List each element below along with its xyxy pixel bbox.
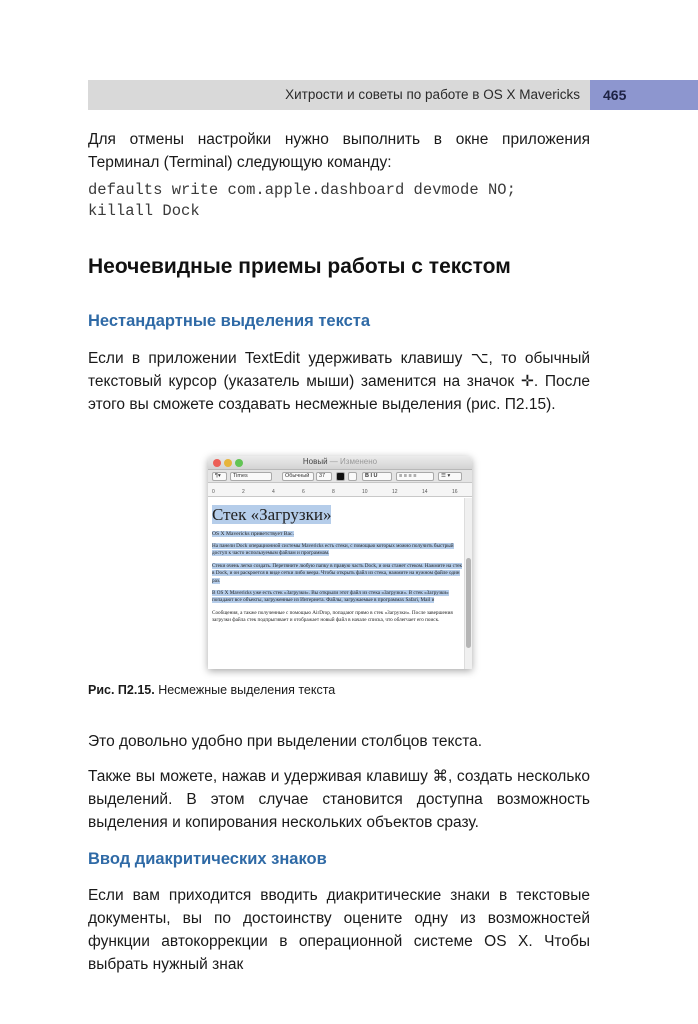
doc-subtitle <box>212 531 464 538</box>
running-header <box>88 80 698 110</box>
doc-paragraph <box>212 590 464 605</box>
code-line-1: defaults write com.apple.dashboard devmode NO; <box>88 181 516 199</box>
font-family-select: Times <box>230 472 272 481</box>
paragraph-textedit: Если в приложении TextEdit удерживать клавишу ⌥, то обычный текстовый курсор (указатель мыши) заменится на значок ✛. После этого вы сможете создавать несмежные выделения (рис. П2.15). <box>88 350 590 413</box>
ruler-number: 0 <box>212 489 215 495</box>
paragraph-terminal-instruction: Для отмены настройки нужно выполнить в окне приложения Терминал (Terminal) следующую команду: <box>88 131 590 171</box>
code-line-2: killall Dock <box>88 202 200 220</box>
paragraph-style-icon: ¶▾ <box>212 472 227 481</box>
scrollbar <box>464 498 472 669</box>
ruler-number: 6 <box>302 489 305 495</box>
ruler-number: 16 <box>452 489 458 495</box>
doc-paragraph <box>212 543 464 558</box>
doc-paragraph: Сообщения, а также полученные с помощью AirDrop, попадают прямо в стек «Загрузки». После завершения загрузки файла стек подпрыгивает и отображает новый файл в начале списка, что облегчает его поиск. <box>212 609 453 624</box>
font-size-select: 37 <box>316 472 332 481</box>
ruler-number: 2 <box>242 489 245 495</box>
bold-italic-underline-icons: B I U <box>362 472 392 481</box>
ruler-number: 12 <box>392 489 398 495</box>
font-style-select: Обычный <box>282 472 314 481</box>
paragraph-diacritics: Если вам приходится вводить диакритические знаки в текстовые документы, вы по достоинству оцените одну из возможностей функции автокоррекции в операционной системе OS X. Чтобы выбрать нужный знак <box>88 887 590 973</box>
paragraph-command-key: Также вы можете, нажав и удерживая клавишу ⌘, создать несколько выделений. В этом случае становится доступна возможность выделения и копирования нескольких объектов сразу. <box>88 768 590 831</box>
ruler-number: 10 <box>362 489 368 495</box>
paragraph-columns: Это довольно удобно при выделении столбцов текста. <box>88 733 483 750</box>
window-title <box>208 457 472 466</box>
ruler-number: 14 <box>422 489 428 495</box>
doc-title <box>212 504 464 526</box>
doc-subtitle-text: OS X Mavericks приветствует Вас. <box>212 531 294 537</box>
page-number: 465 <box>590 80 698 110</box>
doc-paragraph-text: На панели Dock операционной системы Mavericks есть стеки, с помощью которых можно получить быстрый доступ к часто используемым файлам и программам. <box>212 543 454 557</box>
scrollbar-thumb <box>466 558 471 648</box>
doc-title-text: Стек «Загрузки» <box>212 505 332 524</box>
caption-text: Несмежные выделения текста <box>154 683 336 697</box>
figure-textedit-screenshot <box>208 456 472 669</box>
ruler-number: 8 <box>332 489 335 495</box>
figure-caption <box>88 683 335 697</box>
background-color-swatch <box>348 472 357 481</box>
doc-paragraph-text: Стеки очень легко создать. Перетяните любую папку в правую часть Dock, и она станет стеком. Нажмите на стек в Dock, и он раскроется в виде сетки либо веера. Чтобы открыть файл из стека, нажмите на нужном файле один раз. <box>212 562 463 584</box>
window-title-name: Новый <box>302 457 328 466</box>
caption-label: Рис. П2.15. <box>88 683 155 697</box>
line-spacing-icon: ☰ ▾ <box>438 472 462 481</box>
window-title-suffix: — Изменено <box>327 457 378 466</box>
section-heading: Неочевидные приемы работы с текстом <box>88 255 511 278</box>
ruler <box>208 483 472 497</box>
subsection-heading-selection: Нестандартные выделения текста <box>88 312 371 330</box>
doc-paragraph-text: В OS X Mavericks уже есть стек «Загрузки». Вы открыли этот файл из стека «Загрузки». В стек «Загрузки» попадают все объекты, загруженные из Интернета. Файлы, загружаемые в программах Safari, Mail и <box>212 590 449 604</box>
ruler-number: 4 <box>272 489 275 495</box>
format-toolbar <box>208 470 472 483</box>
text-color-swatch <box>336 472 345 481</box>
alignment-icons: ≡ ≡ ≡ ≡ <box>396 472 434 481</box>
subsection-heading-diacritics: Ввод диакритических знаков <box>88 850 327 868</box>
doc-paragraph <box>212 563 464 585</box>
document-area <box>212 498 464 669</box>
header-title: Хитрости и советы по работе в OS X Mavericks <box>285 87 580 102</box>
window-titlebar <box>208 456 472 470</box>
